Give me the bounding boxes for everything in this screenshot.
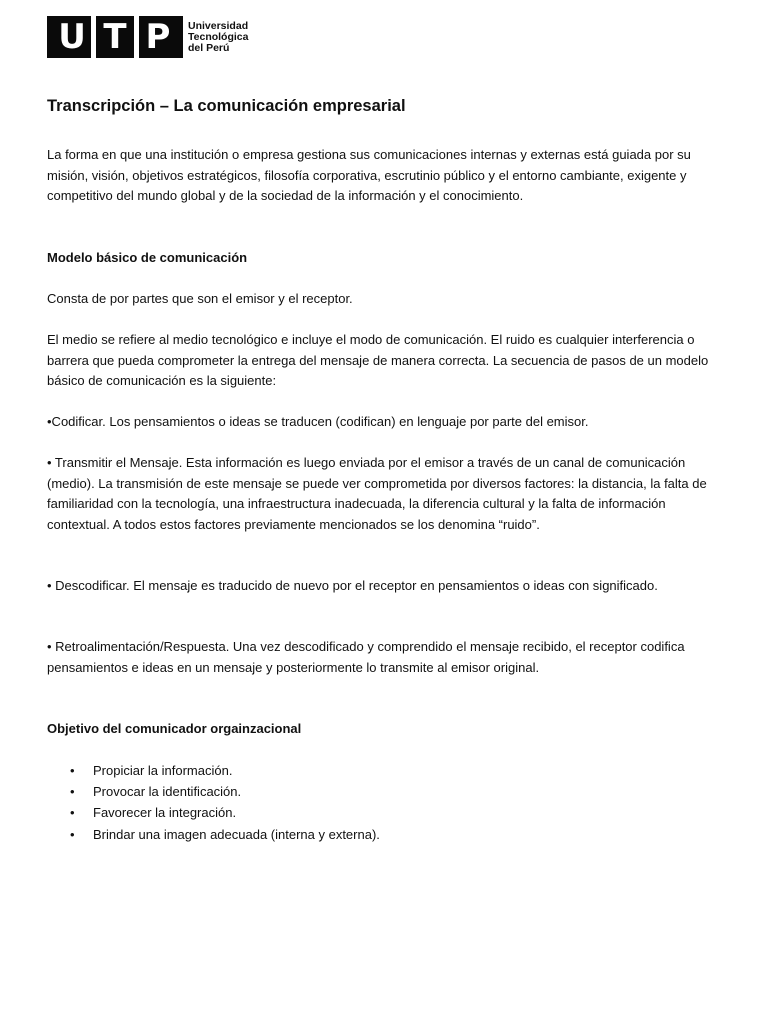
logo-letter-p: P [145, 17, 171, 57]
list-item-text: Favorecer la integración. [93, 805, 237, 821]
section-heading-modelo: Modelo básico de comunicación [47, 250, 248, 265]
list-item [47, 802, 647, 823]
logo-line-1: Universidad [188, 19, 249, 32]
step-retroalimentacion: • Retroalimentación/Respuesta. Una vez descodificado y comprendido el mensaje recibido, el receptor codifica pensamientos e ideas en un mensaje y posteriormente lo transmite al emisor original. [47, 639, 685, 675]
step-descodificar: • Descodificar. El mensaje es traducido de nuevo por el receptor en pensamientos o ideas con significado. [47, 578, 658, 593]
intro-paragraph: La forma en que una institución o empresa gestiona sus comunicaciones internas y externas está guiada por su misión, visión, objetivos estratégicos, filosofía corporativa, escrutinio público y el entorno cambiante, exigente y competitivo del mundo global y de la sociedad de la información y el conocimiento. [47, 147, 691, 204]
logo-line-3: del Perú [188, 41, 230, 54]
section-heading-objetivo: Objetivo del comunicador orgainzacional [47, 721, 302, 736]
list-item-text: Provocar la identificación. [93, 784, 242, 800]
objectives-list [47, 760, 647, 845]
paragraph-medio: El medio se refiere al medio tecnológico e incluye el modo de comunicación. El ruido es cualquier interferencia o barrera que pueda comprometer la entrega del mensaje de manera correcta. La secuencia de pasos de un modelo básico de comunicación es la siguiente: [47, 332, 709, 389]
utp-logo-mark [47, 16, 183, 58]
logo-wordmark [188, 21, 248, 54]
list-item-text: Brindar una imagen adecuada (interna y externa). [93, 826, 380, 842]
bullet-icon: • [70, 763, 75, 778]
step-transmitir: • Transmitir el Mensaje. Esta información es luego enviada por el emisor a través de un canal de comunicación (medio). La transmisión de este mensaje se puede ver comprometida por diversos factores: la distancia, la falta de familiaridad con la tecnología, una infraestructura inadecuada, la diferencia cultural y la falta de información contextual. A todos estos factores previamente mencionados se los denomina “ruido”. [47, 455, 707, 532]
list-item-text: Propiciar la información. [93, 763, 233, 778]
step-codificar: •Codificar. Los pensamientos o ideas se traducen (codifican) en lenguaje por parte del emisor. [47, 414, 589, 429]
list-item [47, 760, 647, 781]
bullet-icon: • [70, 826, 75, 842]
logo-letter-t: T [103, 17, 127, 57]
bullet-icon: • [70, 805, 75, 821]
logo-line-2: Tecnológica [188, 30, 249, 43]
paragraph-partes: Consta de por partes que son el emisor y el receptor. [47, 291, 353, 306]
list-item [47, 781, 647, 802]
bullet-icon: • [70, 784, 75, 800]
list-item [47, 824, 647, 845]
logo-letter-u: U [58, 17, 86, 57]
document-title: Transcripción – La comunicación empresarial [47, 97, 406, 115]
utp-logo [47, 16, 248, 58]
